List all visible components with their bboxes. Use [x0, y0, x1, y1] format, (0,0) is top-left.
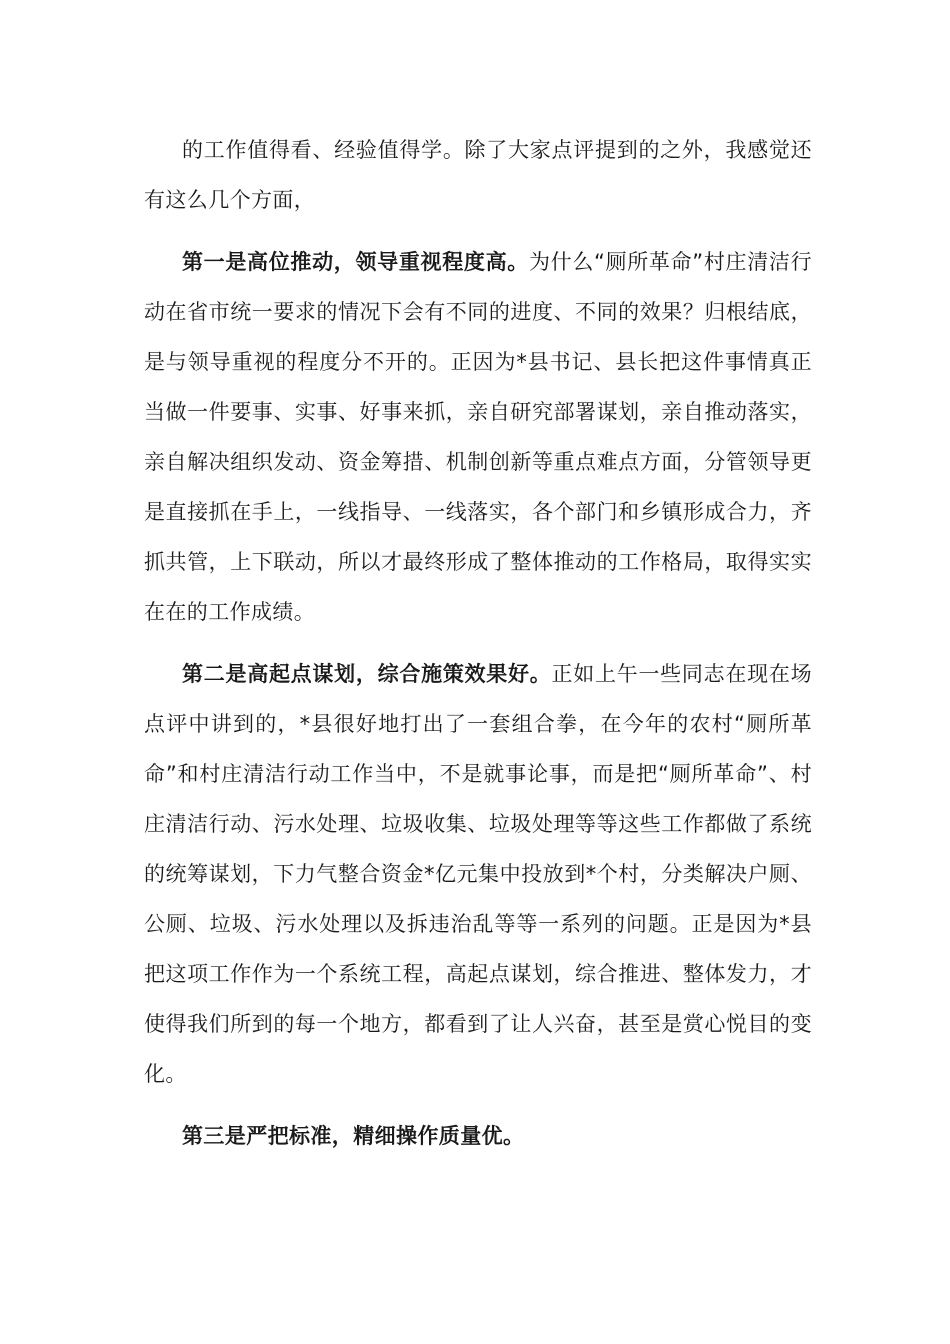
paragraph-text: 的工作值得看、经验值得学。除了大家点评提到的之外，我感觉还有这么几个方面，: [144, 138, 812, 212]
paragraph-point-3: [144, 1111, 812, 1161]
document-body: [144, 125, 812, 1173]
paragraph-point-2: [144, 649, 812, 1099]
paragraph-point-1: [144, 237, 812, 637]
paragraph-intro: [144, 125, 812, 225]
paragraph-heading: 第一是高位推动，领导重视程度高。: [182, 250, 529, 274]
paragraph-text: 正如上午一些同志在现在场点评中讲到的，*县很好地打出了一套组合拳，在今年的农村“厕所革命”和村庄清洁行动工作当中，不是就事论事，而是把“厕所革命”、村庄清洁行动、污水处理、垃圾收集、垃圾处理等等这些工作都做了系统的统筹谋划，下力气整合资金*亿元集中投放到*个村，分类解决户厕、公厕、垃圾、污水处理以及拆违治乱等等一系列的问题。正是因为*县把这项工作作为一个系统工程，高起点谋划，综合推进、整体发力，才使得我们所到的每一个地方，都看到了让人兴奋，甚至是赏心悦目的变化。: [144, 662, 812, 1086]
paragraph-heading: 第二是高起点谋划，综合施策效果好。: [182, 662, 552, 686]
paragraph-heading: 第三是严把标准，精细操作质量优。: [182, 1124, 525, 1148]
paragraph-text: 为什么“厕所革命”村庄清洁行动在省市统一要求的情况下会有不同的进度、不同的效果？归根结底，是与领导重视的程度分不开的。正因为*县书记、县长把这件事情真正当做一件要事、实事、好事来抓，亲自研究部署谋划，亲自推动落实，亲自解决组织发动、资金筹措、机制创新等重点难点方面，分管领导更是直接抓在手上，一线指导、一线落实，各个部门和乡镇形成合力，齐抓共管，上下联动，所以才最终形成了整体推动的工作格局，取得实实在在的工作成绩。: [144, 250, 813, 624]
